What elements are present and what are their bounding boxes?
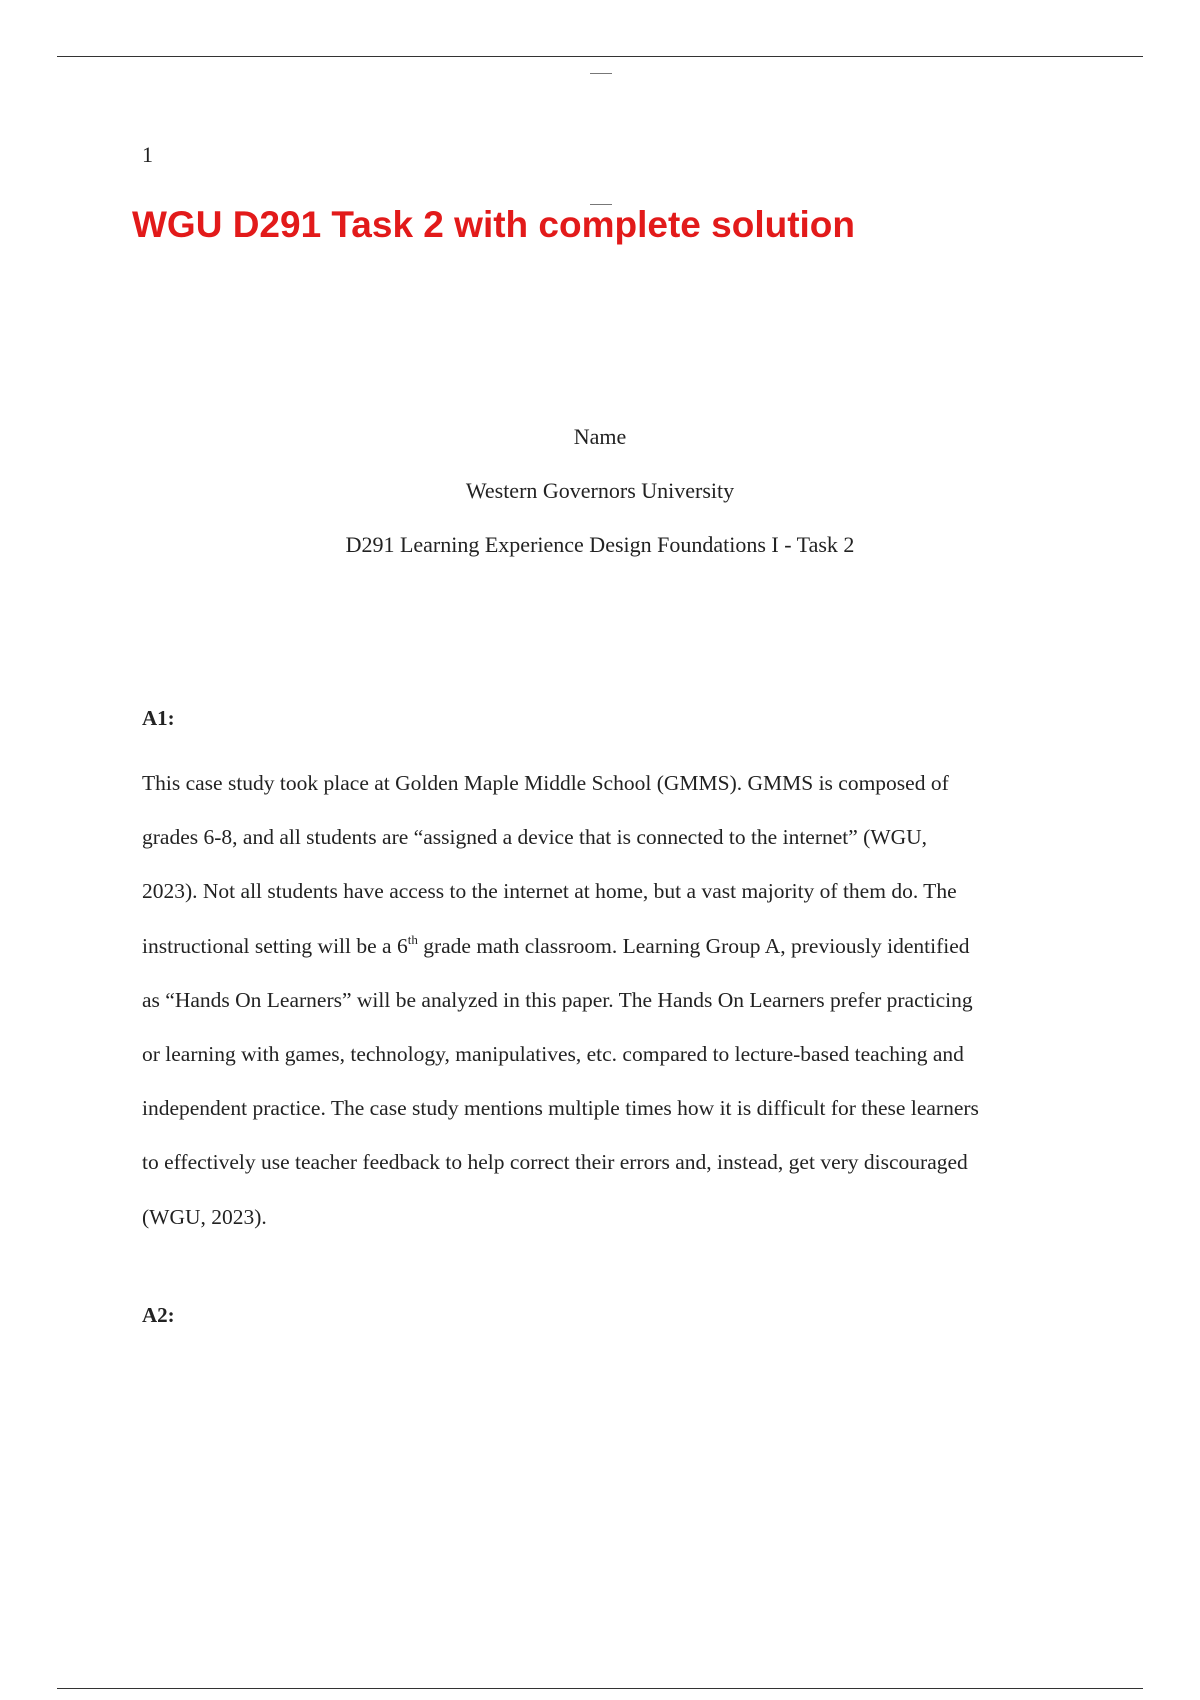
page-number: 1 bbox=[142, 142, 153, 167]
ordinal-superscript: th bbox=[407, 931, 418, 947]
body-line-start: instructional setting will be a 6 bbox=[142, 933, 408, 958]
body-line: to effectively use teacher feedback to help correct their errors and, instead, get very discouraged bbox=[142, 1150, 968, 1175]
author-name: Name bbox=[573, 424, 627, 449]
body-line: or learning with games, technology, manipulatives, etc. compared to lecture-based teaching and bbox=[142, 1042, 964, 1067]
body-line: (WGU, 2023). bbox=[142, 1204, 267, 1229]
section-heading-a1: A1: bbox=[142, 706, 175, 730]
body-line: 2023). Not all students have access to the internet at home, but a vast majority of them do. The bbox=[142, 879, 957, 904]
section-a1-body bbox=[142, 756, 1062, 1244]
body-line: grades 6-8, and all students are “assigned a device that is connected to the internet” (WGU, bbox=[142, 825, 928, 850]
course-title: D291 Learning Experience Design Foundations I - Task 2 bbox=[345, 532, 855, 557]
body-line: independent practice. The case study mentions multiple times how it is difficult for these learners bbox=[142, 1096, 979, 1121]
body-line bbox=[142, 919, 1062, 973]
footer-rule bbox=[57, 1688, 1143, 1689]
section-heading-a2: A2: bbox=[142, 1303, 175, 1327]
body-line-end: grade math classroom. Learning Group A, previously identified bbox=[417, 933, 970, 958]
university-name: Western Governors University bbox=[465, 478, 735, 503]
body-line: as “Hands On Learners” will be analyzed in this paper. The Hands On Learners prefer practicing bbox=[142, 987, 973, 1012]
header-tick-mark bbox=[590, 73, 612, 74]
header-rule bbox=[57, 56, 1143, 57]
body-line: This case study took place at Golden Maple Middle School (GMMS). GMMS is composed of bbox=[142, 771, 949, 795]
watermark-title: WGU D291 Task 2 with complete solution bbox=[132, 204, 855, 245]
